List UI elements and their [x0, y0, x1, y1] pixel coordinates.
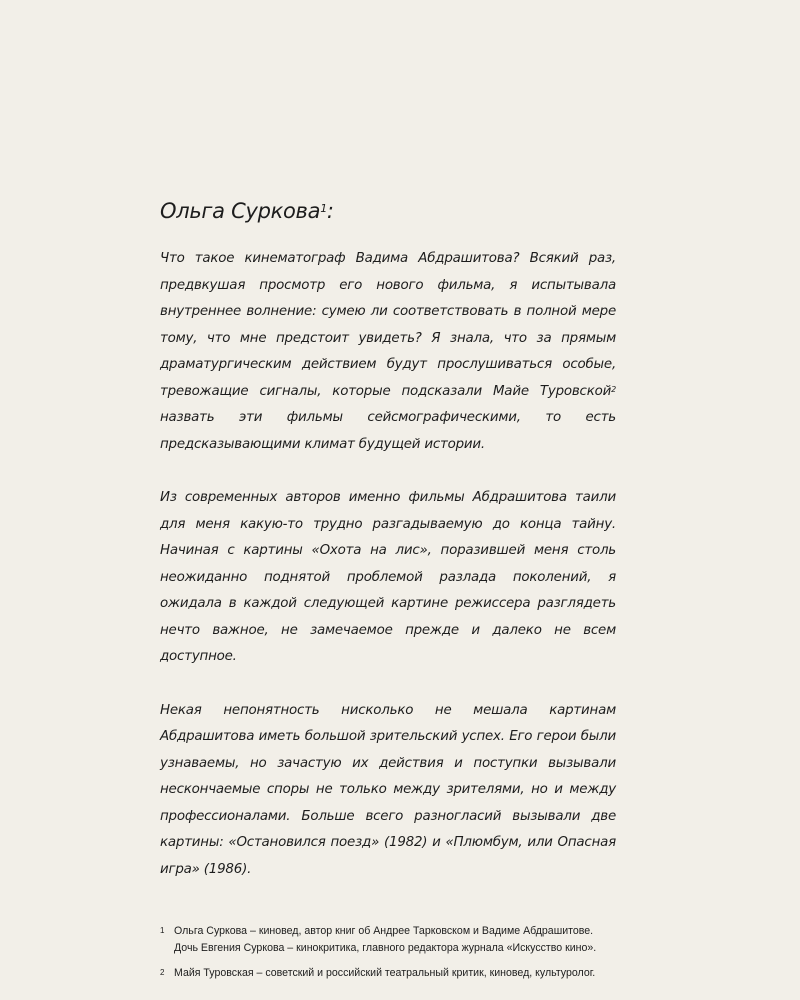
footnote-ref-2[interactable]: 2 [611, 384, 616, 394]
paragraph-1 [160, 246, 616, 458]
footnote-2-mark: 2 [160, 968, 165, 977]
footnote-2 [160, 965, 616, 982]
paragraph-1-text: Что такое кинематограф Вадима Абдрашитова? Всякий раз, предвкушая просмотр его нового фильма, я испытывала внутреннее волнение: сумею ли соответствовать в полной мере тому, что мне предстоит увидеть? Я знала, что за прямым драматургическим действием будут прослушиваться особые, тревожащие сигналы, которые подсказали Майе Туровской [160, 251, 616, 399]
paragraph-2: Из современных авторов именно фильмы Абдрашитова таили для меня какую-то трудно разгадываемую до конца тайну. Начиная с картины «Охота на лис», поразившей меня столь неожиданно поднятой проблемой разлада поколений, я ожидала в каждой следующей картине режиссера разглядеть нечто важное, не замечаемое прежде и далеко не всем доступное. [160, 490, 616, 664]
footnote-2-text: Майя Туровская – советский и российский театральный критик, киновед, культуролог. [174, 967, 596, 979]
footnote-1-mark: 1 [160, 926, 165, 935]
paragraph-3: Некая непонятность нисколько не мешала картинам Абдрашитова иметь большой зрительский успех. Его герои были узнаваемы, но зачастую их действия и поступки вызывали нескончаемые споры не только между зрителями, но и между профессионалами. Больше всего разногласий вызывали две картины: «Остановился поезд» (1982) и «Плюмбум, или Опасная игра» (1986). [160, 702, 616, 877]
page-content [160, 196, 616, 990]
heading-colon: : [326, 199, 334, 223]
page-heading [160, 196, 616, 226]
paragraph-1-tail: назвать эти фильмы сейсмографическими, то есть предсказывающими климат будущей истории. [160, 410, 616, 452]
footnote-ref-1[interactable]: 1 [320, 202, 327, 215]
footnote-1 [160, 923, 616, 957]
author-name: Ольга Суркова [160, 199, 321, 223]
footnote-1-text: Ольга Суркова – киновед, автор книг об Андрее Тарковском и Вадиме Абдрашитове. Дочь Евгения Суркова – кинокритика, главного редактора журнала «Искусство кино». [174, 925, 597, 954]
footnotes [160, 923, 616, 982]
